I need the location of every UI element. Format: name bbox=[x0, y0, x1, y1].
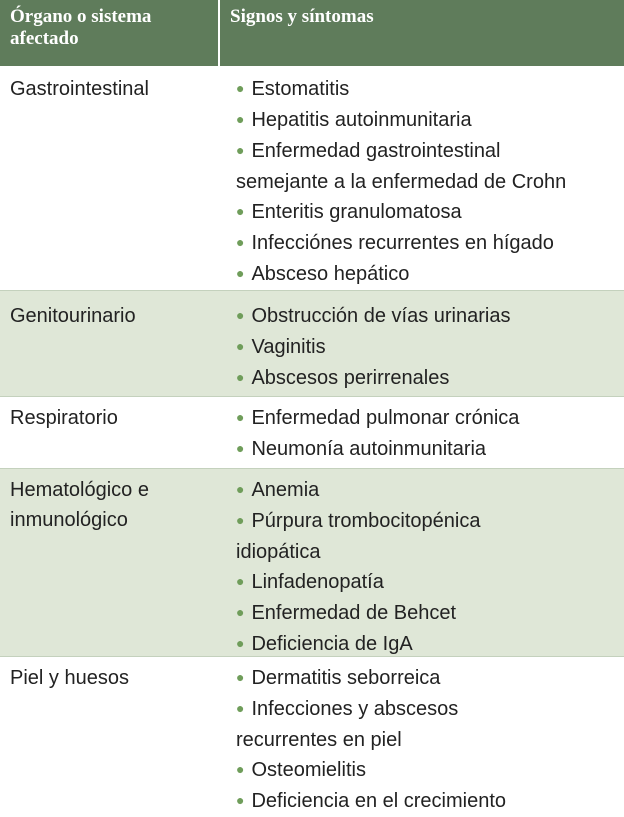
sign-text: Linfadenopatía bbox=[251, 571, 384, 593]
sign-text: Infecciones y abscesos recurrentes en piel bbox=[236, 698, 459, 751]
signs-list bbox=[220, 301, 624, 396]
sign-item bbox=[236, 786, 618, 817]
signs-list bbox=[220, 475, 624, 656]
sign-text: Abscesos perirrenales bbox=[251, 367, 450, 389]
sign-text: Neumonía autoinmunitaria bbox=[251, 438, 487, 460]
sign-item bbox=[236, 629, 618, 660]
sign-item bbox=[236, 567, 618, 598]
bullet-icon: ● bbox=[236, 700, 245, 716]
organ-cell: Gastrointestinal bbox=[10, 78, 149, 100]
bullet-icon: ● bbox=[236, 265, 245, 281]
sign-item bbox=[236, 475, 618, 506]
sign-item bbox=[236, 694, 618, 755]
sign-text: Anemia bbox=[251, 479, 320, 501]
table-header bbox=[0, 0, 624, 67]
sign-item bbox=[236, 598, 618, 629]
bullet-icon: ● bbox=[236, 409, 245, 425]
bullet-icon: ● bbox=[236, 481, 245, 497]
table-row bbox=[0, 397, 624, 469]
header-organ: Órgano o sistema afectado bbox=[0, 0, 220, 66]
organ-cell: Respiratorio bbox=[10, 407, 118, 429]
sign-text: Enteritis granulomatosa bbox=[251, 201, 462, 223]
sign-text: Vaginitis bbox=[251, 336, 326, 358]
bullet-icon: ● bbox=[236, 635, 245, 651]
sign-item bbox=[236, 259, 618, 290]
organ-cell: Genitourinario bbox=[10, 305, 136, 327]
sign-text: Enfermedad gastrointestinal semejante a la enfermedad de Crohn bbox=[236, 140, 567, 193]
sign-item bbox=[236, 228, 618, 259]
bullet-icon: ● bbox=[236, 234, 245, 250]
signs-list bbox=[220, 403, 624, 468]
table-row bbox=[0, 291, 624, 397]
header-signs: Signos y síntomas bbox=[230, 6, 374, 27]
bullet-icon: ● bbox=[236, 369, 245, 385]
bullet-icon: ● bbox=[236, 142, 245, 158]
sign-item bbox=[236, 363, 618, 394]
bullet-icon: ● bbox=[236, 440, 245, 456]
sign-text: Deficiencia de IgA bbox=[251, 633, 413, 655]
organ-cell: Hematológico e inmunológico bbox=[10, 479, 149, 531]
organ-cell: Piel y huesos bbox=[10, 667, 129, 689]
sign-item bbox=[236, 74, 618, 105]
sign-item bbox=[236, 755, 618, 786]
bullet-icon: ● bbox=[236, 111, 245, 127]
bullet-icon: ● bbox=[236, 573, 245, 589]
bullet-icon: ● bbox=[236, 307, 245, 323]
sign-item bbox=[236, 332, 618, 363]
sign-item bbox=[236, 301, 618, 332]
sign-text: Osteomielitis bbox=[251, 759, 366, 781]
sign-text: Enfermedad pulmonar crónica bbox=[251, 407, 520, 429]
sign-item bbox=[236, 105, 618, 136]
bullet-icon: ● bbox=[236, 792, 245, 808]
sign-text: Púrpura trombocitopénica idiopática bbox=[236, 510, 481, 563]
sign-text: Infecciónes recurrentes en hígado bbox=[251, 232, 554, 254]
sign-text: Deficiencia en el crecimiento bbox=[251, 790, 507, 812]
sign-item bbox=[236, 434, 618, 465]
signs-list bbox=[220, 74, 624, 290]
sign-item bbox=[236, 136, 618, 197]
table-row bbox=[0, 657, 624, 817]
sign-text: Estomatitis bbox=[251, 78, 350, 100]
sign-text: Dermatitis seborreica bbox=[251, 667, 441, 689]
table-row bbox=[0, 66, 624, 291]
signs-list bbox=[220, 663, 624, 817]
bullet-icon: ● bbox=[236, 669, 245, 685]
sign-text: Enfermedad de Behcet bbox=[251, 602, 457, 624]
table-row bbox=[0, 469, 624, 657]
sign-text: Absceso hepático bbox=[251, 263, 410, 285]
bullet-icon: ● bbox=[236, 80, 245, 96]
bullet-icon: ● bbox=[236, 203, 245, 219]
sign-item bbox=[236, 197, 618, 228]
sign-item bbox=[236, 506, 618, 567]
sign-text: Obstrucción de vías urinarias bbox=[251, 305, 511, 327]
bullet-icon: ● bbox=[236, 761, 245, 777]
sign-item bbox=[236, 403, 618, 434]
bullet-icon: ● bbox=[236, 604, 245, 620]
bullet-icon: ● bbox=[236, 512, 245, 528]
sign-text: Hepatitis autoinmunitaria bbox=[251, 109, 472, 131]
bullet-icon: ● bbox=[236, 338, 245, 354]
sign-item bbox=[236, 663, 618, 694]
